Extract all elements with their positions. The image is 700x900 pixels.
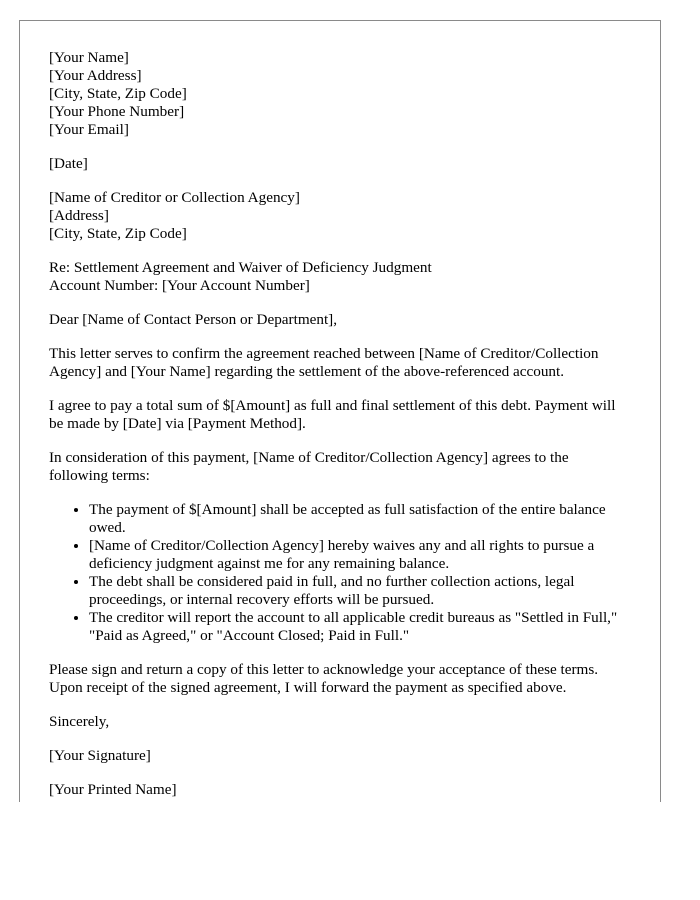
subject-line: Re: Settlement Agreement and Waiver of Deficiency Judgment — [49, 259, 432, 276]
subject-block — [49, 259, 631, 295]
closing: Sincerely, — [49, 713, 110, 730]
terms-list — [49, 501, 631, 645]
account-number-line: Account Number: [Your Account Number] — [49, 277, 310, 294]
list-item: • The creditor will report the account to all applicable credit bureaus as "Settled in Full," "Paid as Agreed," or "Account Closed; Paid in Full." — [89, 609, 631, 645]
letter-page — [19, 20, 661, 802]
list-item: • [Name of Creditor/Collection Agency] hereby waives any and all rights to pursue a deficiency judgment against me for any remaining balance. — [89, 537, 631, 573]
signature-placeholder: [Your Signature] — [49, 747, 151, 764]
letter-date: [Date] — [49, 155, 88, 172]
closing-paragraph: Please sign and return a copy of this letter to acknowledge your acceptance of these terms. Upon receipt of the signed agreement, I will forward the payment as specified above. — [49, 661, 599, 696]
recipient-city-state-zip: [City, State, Zip Code] — [49, 225, 187, 242]
paragraph-consideration: In consideration of this payment, [Name of Creditor/Collection Agency] agrees to the following terms: — [49, 449, 569, 484]
paragraph-payment: I agree to pay a total sum of $[Amount] as full and final settlement of this debt. Payment will be made by [Date] via [Payment Method]. — [49, 397, 616, 432]
sender-email: [Your Email] — [49, 121, 129, 138]
salutation: Dear [Name of Contact Person or Department], — [49, 311, 338, 328]
sender-city-state-zip: [City, State, Zip Code] — [49, 85, 187, 102]
sender-address: [Your Address] — [49, 67, 142, 84]
printed-name: [Your Printed Name] — [49, 781, 177, 798]
recipient-name: [Name of Creditor or Collection Agency] — [49, 189, 300, 206]
list-item: • The payment of $[Amount] shall be accepted as full satisfaction of the entire balance owed. — [89, 501, 631, 537]
sender-phone: [Your Phone Number] — [49, 103, 185, 120]
paragraph-confirmation: This letter serves to confirm the agreement reached between [Name of Creditor/Collection Agency] and [Your Name] regarding the settlement of the above-referenced account. — [49, 345, 599, 380]
sender-block — [49, 49, 631, 139]
sender-name: [Your Name] — [49, 49, 129, 66]
recipient-address: [Address] — [49, 207, 109, 224]
list-item: • The debt shall be considered paid in full, and no further collection actions, legal proceedings, or internal recovery efforts will be pursued. — [89, 573, 631, 609]
recipient-block — [49, 189, 631, 243]
